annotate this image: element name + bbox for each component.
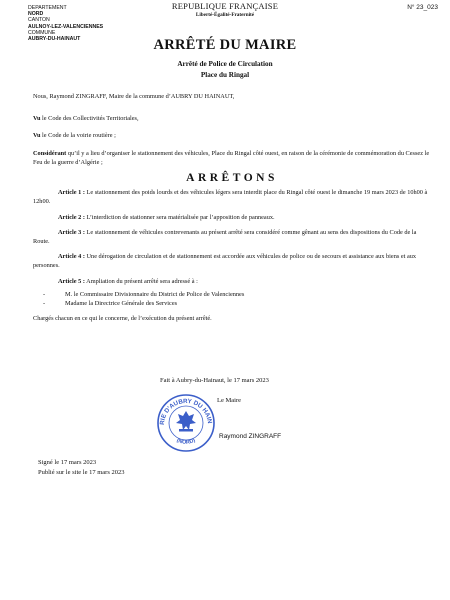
- article: [33, 252, 431, 270]
- arrete-number: N° 23_023: [407, 4, 438, 11]
- visa-label: Vu: [33, 132, 41, 140]
- arretons-heading: ARRÊTONS: [186, 172, 278, 185]
- republique-heading: REPUBLIQUE FRANÇAISE: [171, 1, 279, 11]
- visa-text: le Code des Collectivités Territoriales,: [40, 115, 139, 123]
- place-date: Fait à Aubry-du-Hainaut, le 17 mars 2023: [160, 377, 269, 384]
- article-label: Article 2 :: [58, 213, 85, 221]
- signatory-name: Raymond ZINGRAFF: [219, 433, 282, 440]
- admin-line: NORD: [28, 11, 44, 18]
- page-title: ARRÊTÉ DU MAIRE: [153, 37, 297, 53]
- article-label: Article 4 :: [58, 253, 85, 261]
- signed-date: Signé le 17 mars 2023: [38, 459, 97, 466]
- published-date: Publié sur le site le 17 mars 2023: [38, 468, 125, 476]
- stamp-emblem-icon: [176, 411, 196, 432]
- mairie-stamp: [155, 392, 217, 454]
- devise: Liberté-Égalité-Fraternité: [195, 12, 255, 18]
- article-label: Article 3 :: [58, 228, 85, 236]
- admin-line: COMMUNE: [28, 29, 56, 36]
- footer-notes: [38, 458, 124, 477]
- stamp-text: RIE D'AUBRY DU HAIN: [158, 397, 214, 426]
- admin-line: CANTON: [28, 17, 50, 24]
- subtitle-line-1: Arrêté de Police de Circulation: [177, 60, 273, 68]
- article-text: L’interdiction de stationner sera matérialisée par l’apposition de panneaux.: [84, 213, 275, 221]
- stamp-seal-icon: [155, 392, 217, 454]
- admin-line: AULNOY-LEZ-VALENCIENNES: [28, 23, 104, 30]
- considerant-label: Considérant: [33, 149, 67, 157]
- considerant-paragraph: [33, 149, 431, 167]
- subtitle-line-2: Place du Ringal: [200, 71, 250, 79]
- stamp-bottom-label: (NORD): [175, 437, 197, 446]
- mayor-title: Le Maire: [217, 397, 242, 404]
- considerant-text: qu’il y a lieu d’organiser le stationnement des véhicules, Place du Ringal côté ouest, en raison de la cérémonie de commémoration du Cessez le Feu de la guerre d’Algérie ;: [33, 149, 430, 166]
- article-text: Le stationnement de véhicules contrevenants au présent arrêté sera considéré comme gênant au sens des dispositions du Code de la Route.: [33, 228, 417, 246]
- stamp-bottom-text: [176, 438, 197, 446]
- article: [33, 277, 431, 286]
- subtitle: [0, 59, 450, 81]
- recipients-list: [33, 290, 431, 308]
- intro-paragraph: Nous, Raymond ZINGRAFF, Maire de la commune d’AUBRY DU HAINAUT,: [33, 93, 235, 100]
- article-label: Article 1 :: [58, 189, 85, 197]
- visa-paragraph: [33, 131, 431, 140]
- article-text: Ampliation du présent arrêté sera adressé à :: [84, 277, 198, 285]
- recipient-item: - M. le Commissaire Divisionnaire du District de Police de Valenciennes: [43, 290, 431, 299]
- visa-text: le Code de la voirie routière ;: [40, 132, 116, 140]
- article: [33, 228, 431, 246]
- article: [33, 213, 431, 222]
- article-text: Le stationnement des poids lourds et des véhicules légers sera interdit place du Ringal côté ouest le dimanche 19 mars 2023 de 10h00 à 12h00.: [33, 189, 428, 206]
- article: [33, 188, 431, 206]
- admin-line: AUBRY-DU-HAINAUT: [28, 36, 81, 43]
- document-body: [33, 92, 431, 323]
- article-label: Article 5 :: [58, 277, 85, 285]
- admin-line: DEPARTEMENT: [28, 5, 67, 11]
- recipient-item: - Madame la Directrice Générale des Services: [43, 299, 431, 308]
- visa-paragraph: [33, 114, 431, 123]
- charges-paragraph: Chargés chacun en ce qui le concerne, de l’exécution du présent arrêté.: [33, 315, 212, 323]
- article-text: Une dérogation de circulation et de stationnement est accordée aux véhicules de police ou de secours et assistance aux biens et aux personnes.: [33, 253, 417, 270]
- visa-label: Vu: [33, 115, 41, 123]
